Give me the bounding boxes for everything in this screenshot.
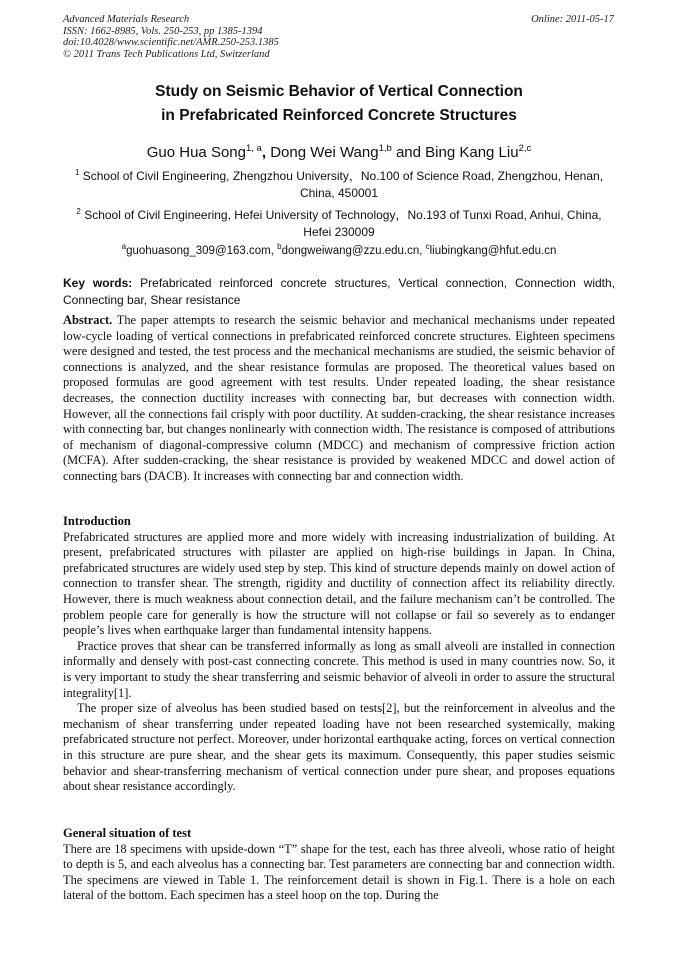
journal-name: Advanced Materials Research <box>63 14 190 25</box>
abstract <box>63 313 615 485</box>
affiliation-text: School of Civil Engineering, Zhengzhou University，No.100 of Science Road, Zhengzhou, Henan, China, 450001 <box>82 169 604 200</box>
author-separator: and <box>391 144 426 161</box>
abstract-text: The paper attempts to research the seismic behavior and mechanical mechanisms under repeated low-cycle loading of vertical connections in prefabricated reinforced concrete structures. Eighteen specimens were designed and tested, the test process and the mechanical mechanisms are studied, the seismic behavior of connections is analyzed, and the shear resistance formulas are proposed. The theoretical values based on proposed formulas are good agreement with test results. Under repeated loading, the shear resistance decreases, the connection ductility increases with connecting bar, but decreases with connection width. However, all the connections fail crisply with poor ductility. At sudden-cracking, the shear resistance increases with connecting bar, but changes nonlinearly with connection width. The resistance is composed of attributions of mechanism of diagonal-compressive column (MDCC) and mechanism of compressive friction action (MCFA). After sudden-cracking, the shear resistance is provided by weakened MDCC and dowel action of connecting bars (DACB). It increases with connecting bar and connection width. <box>63 313 615 483</box>
author-1-affil: 1, a <box>245 143 262 154</box>
introduction-heading: Introduction <box>63 514 131 528</box>
author-list <box>63 139 615 163</box>
keywords <box>63 275 615 308</box>
paper-title <box>63 80 615 128</box>
paragraph: There are 18 specimens with upside-down “T” shape for the test, each has three alveoli, whose ratio of height to depth is 5, and each alveolus has a connecting bar. Test parameters are connecting bar and connection width. The specimens are viewed in Table 1. The reinforcement detail is shown in Fig.1. There is a hole on each lateral of the bottom. Each specimen has a steel hoop on the top. During the <box>63 841 615 903</box>
affiliation-1 <box>63 164 615 202</box>
email-marker: c <box>425 242 430 251</box>
doi-line: doi:10.4028/www.scientific.net/AMR.250-253.1385 <box>63 37 279 48</box>
keywords-text: Prefabricated reinforced concrete structures, Vertical connection, Connection width, Connecting bar, Shear resistance <box>63 276 615 307</box>
journal-header <box>63 14 279 60</box>
email-link[interactable]: dongweiwang@zzu.edu.cn, <box>281 245 426 257</box>
email-marker: a <box>121 242 127 251</box>
email-list <box>63 239 615 259</box>
author-separator: , <box>261 144 271 161</box>
email-link[interactable]: liubingkang@hfut.edu.cn <box>429 245 557 257</box>
title-line-2: in Prefabricated Reinforced Concrete Structures <box>161 107 517 124</box>
paragraph: Prefabricated structures are applied more and more widely with increasing industrialization of building. At present, prefabricated structures with pilaster are applied on high-rise buildings in Japan. In China, prefabricated structures are widely used step by step. This kind of structure depends mainly on dowel action of connection to transfer shear. The strength, rigidity and ductility of connection affect its reliability directly. However, there is much weakness about connection detail, and the failure mechanism can’t be controlled. The problem people care for generally is how the structure will not collapse or fail so severely as to endanger people’s lives when earthquake larger than fundamental intensity happens. <box>63 529 615 638</box>
paragraph: Practice proves that shear can be transferred informally as long as small alveoli are installed in connection informally and densely with post-cast connecting concrete. This method is used in many countries now. So, it is very important to study the shear transferring and seismic behavior of alveoli in order to assure the structural integrality[1]. <box>63 638 615 700</box>
affiliation-number: 1 <box>74 168 80 177</box>
email-link[interactable]: guohuasong_309@163.com, <box>126 245 278 257</box>
affiliation-text: School of Civil Engineering, Hefei University of Technology，No.193 of Tunxi Road, Anhui, China, Hefei 230009 <box>84 208 602 239</box>
paragraph: The proper size of alveolus has been studied based on tests[2], but the reinforcement in alveolus and the mechanism of shear transferring under repeated loading have not been researched systemically, making prefabricated structure not perfect. Moreover, under horizontal earthquake acting, forces on vertical connection in this structure are pure shear, and the shear gets its maximum. Consequently, this paper studies seismic behavior and shear-transferring mechanism of vertical connection under pure shear, and proposes equations about shear resistance accordingly. <box>63 701 615 794</box>
author-2-affil: 1,b <box>378 143 392 154</box>
copyright-line: © 2011 Trans Tech Publications Ltd, Switzerland <box>63 48 270 60</box>
online-date: Online: 2011-05-17 <box>531 14 614 25</box>
introduction-section <box>63 514 615 795</box>
general-situation-heading: General situation of test <box>63 826 192 840</box>
author-1: Guo Hua Song <box>146 144 246 161</box>
title-line-1: Study on Seismic Behavior of Vertical Connection <box>155 83 523 100</box>
author-3-affil: 2,c <box>518 143 532 154</box>
general-situation-section <box>63 826 615 904</box>
author-2: Dong Wei Wang <box>270 144 379 161</box>
affiliation-number: 2 <box>76 207 81 216</box>
issn-line: ISSN: 1662-8985, Vols. 250-253, pp 1385-1394 <box>63 25 263 37</box>
author-3: Bing Kang Liu <box>425 144 519 161</box>
abstract-label: Abstract. <box>63 313 113 327</box>
keywords-label: Key words: <box>63 276 133 290</box>
email-marker: b <box>277 242 282 251</box>
affiliation-2 <box>63 203 615 241</box>
